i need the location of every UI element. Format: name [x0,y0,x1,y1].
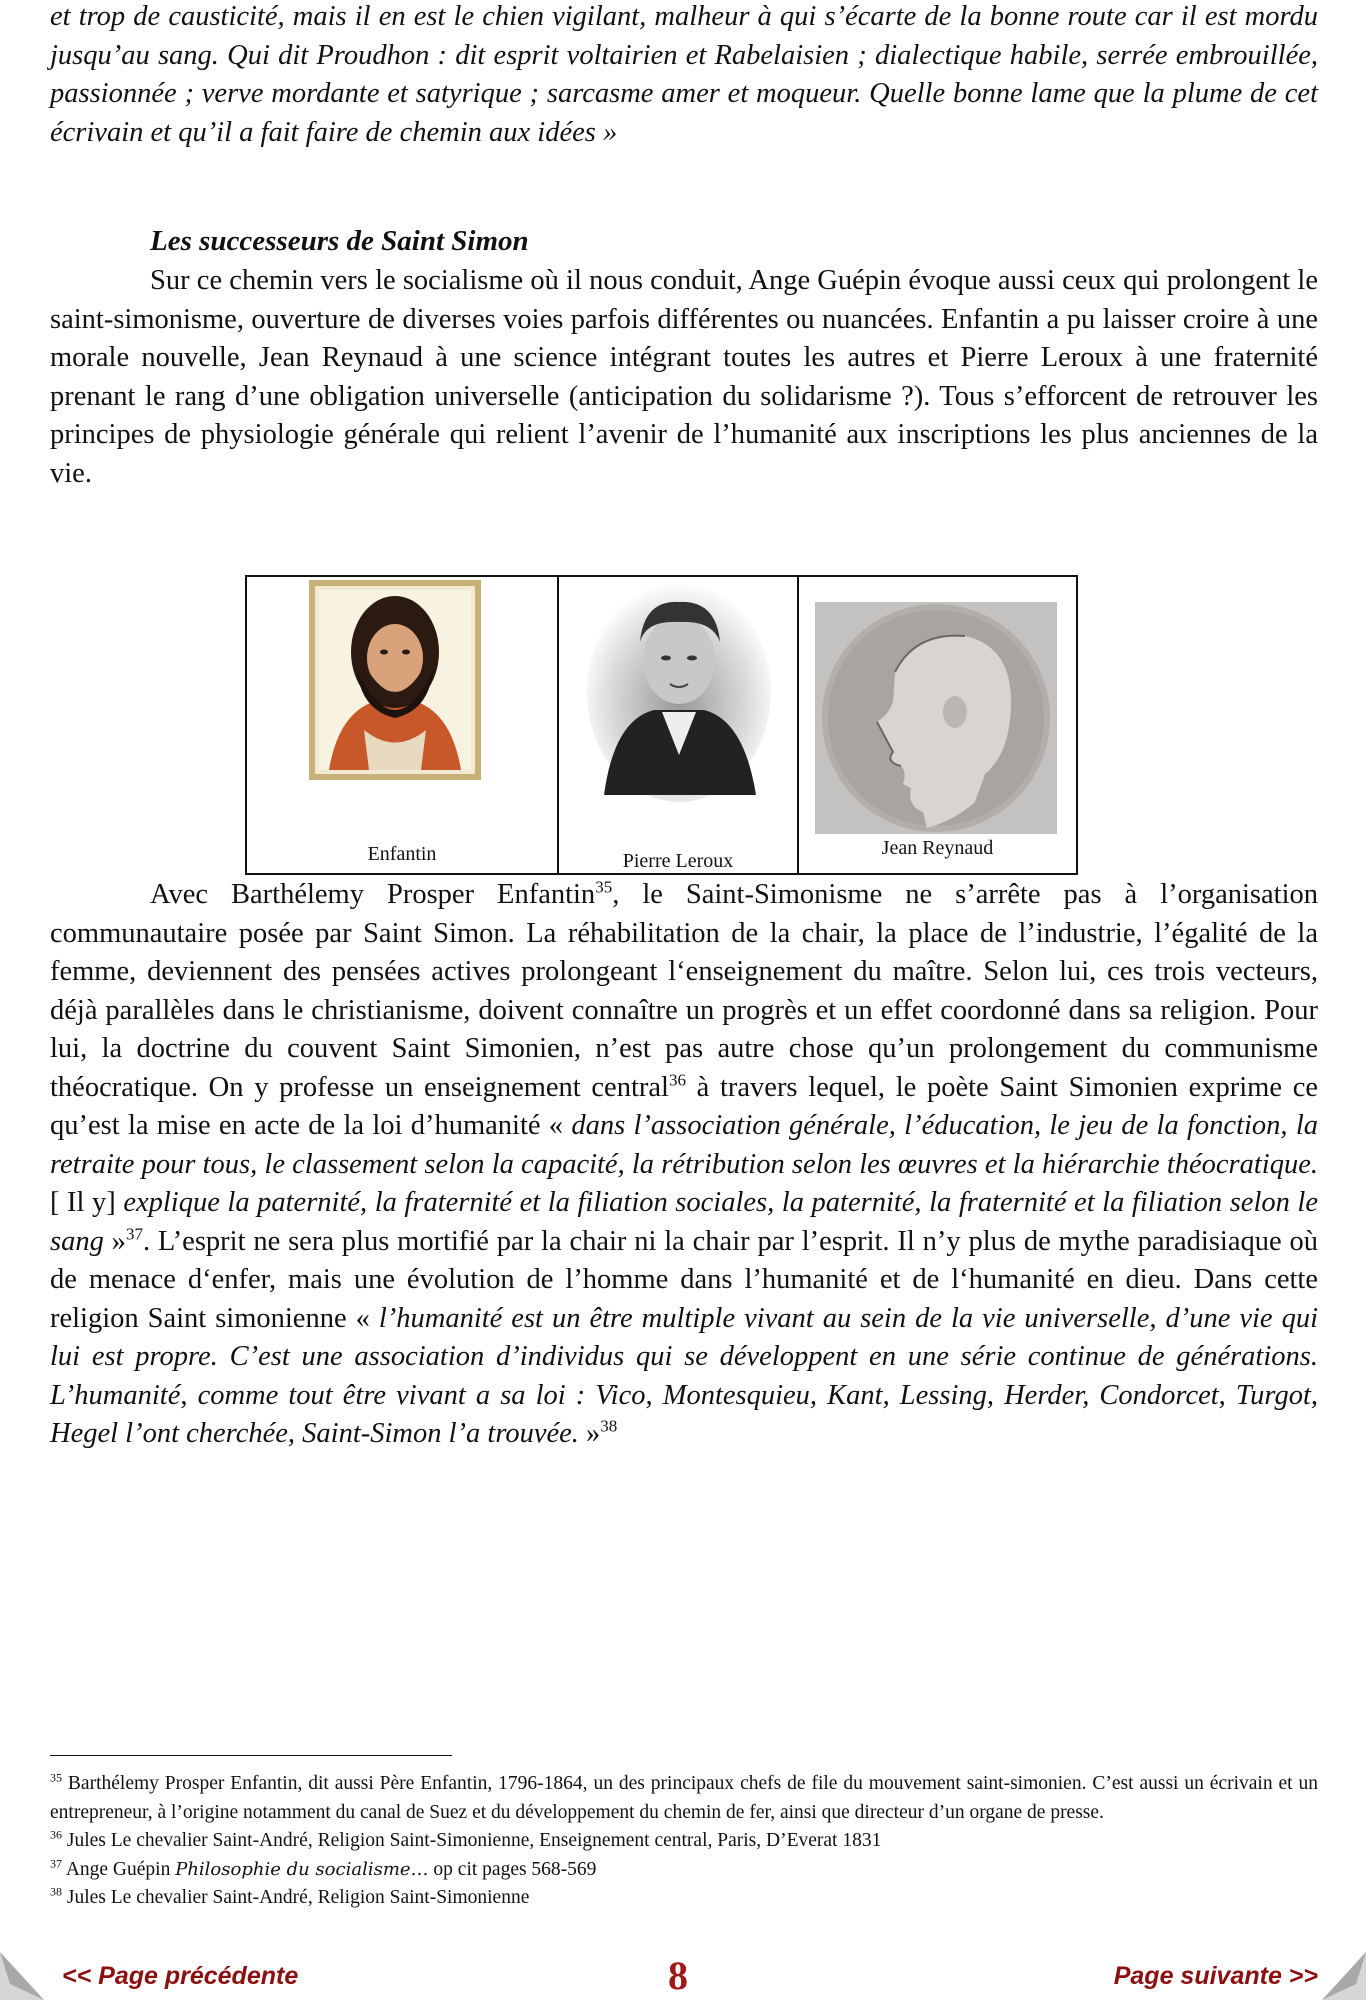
reynaud-portrait [815,602,1057,834]
body-text: » [578,1418,601,1449]
footnote-number: 38 [50,1884,62,1899]
quote-text: l’humanité est un être multiple vivant au sein de la vie universelle, d’une vie qui lui est propre. C’est une association d’individus qui se développent en une série continue de générations. L’humanité, comme tout être vivant a sa loi : Vico, Montesquieu, Kant, Lessing, Herder, Condorcet, Turgot, Hegel l’ont cherchée, Saint-Simon l’a trouvée. [50,1302,1318,1449]
footnote-text: Ange Guépin [65,1858,176,1880]
section-heading: Les successeurs de Saint Simon [150,225,529,257]
portrait-caption-reynaud: Jean Reynaud [881,837,994,859]
portrait-table [245,575,1078,875]
previous-page-link[interactable]: << Page précédente [62,1962,299,1990]
footnote-text: op cit pages 568-569 [428,1858,597,1880]
footnote-38 [50,1884,1318,1913]
portrait-cell-leroux [559,577,799,873]
footnote-separator [50,1755,452,1756]
page-curl-right-icon [1320,1948,1366,2000]
portrait-caption-enfantin: Enfantin [367,843,437,865]
section-paragraph: Sur ce chemin vers le socialisme où il nous conduit, Ange Guépin évoque aussi ceux qui prolongent le saint-simonisme, ouverture de diverses voies parfois différentes ou nuancées. Enfantin a pu laisser croire à une morale nouvelle, Jean Reynaud à une science intégrant toutes les autres et Pierre Leroux à une fraternité prenant le rang d’une obligation universelle (anticipation du solidarisme ?). Tous s’efforcent de retrouver les principes de physiologie générale qui relient l’avenir de l’humanité aux inscriptions les plus anciennes de la vie. [50,265,1318,489]
body-text: [ Il y] [50,1187,124,1218]
page-navigation [0,1948,1366,2000]
body-text: à travers lequel, le poète Saint Simonien exprime ce qu’est la mise en acte de la loi d’humanité « [50,1071,1318,1141]
next-page-link[interactable]: Page suivante >> [1113,1962,1318,1990]
body-text: » [103,1225,126,1257]
body-paragraph [50,876,1318,1454]
footnote-37 [50,1856,1318,1885]
footnotes [50,1770,1318,1913]
footnote-text: Jules Le chevalier Saint-André, Religion Saint-Simonienne [66,1887,530,1908]
quote-text: dans l’association générale, l’éducation, le jeu de la fonction, la retraite pour tous, le classement selon la capacité, la rétribution selon les œuvres et la hiérarchie théocratique. [50,1110,1318,1180]
footnote-36 [50,1827,1318,1856]
body-text: . L’esprit ne sera plus mortifié par la chair ni la chair par l’esprit. Il n’y plus de mythe paradisiaque où de menace d‘enfer, mais une évolution de l’homme dans l’humanité et de l‘humanité en dieu. Dans cette religion Saint simonienne « [50,1225,1318,1334]
page-curl-left-icon [0,1948,46,2000]
footnote-text: Barthélemy Prosper Enfantin, dit aussi Père Enfantin, 1796-1864, un des principaux chefs de file du mouvement saint-simonien. C’est aussi un écrivain et un entrepreneur, à l’origine notamment du canal de Suez et du développement du chemin de fer, ainsi que directeur d’un organe de presse. [50,1773,1319,1823]
enfantin-portrait [309,580,481,780]
footnote-number: 36 [50,1827,62,1842]
footnote-ref-37[interactable]: 37 [125,1224,143,1243]
footnote-number: 35 [50,1770,62,1785]
portrait-cell-reynaud [799,577,1076,873]
portrait-cell-enfantin [247,577,559,873]
body-text: Avec Barthélemy Prosper Enfantin [150,879,596,910]
footnote-number: 37 [50,1856,62,1870]
quote-text: explique la paternité, la fraternité et la filiation sociales, la paternité, la fraternité et la filiation selon le sang [50,1187,1318,1257]
leroux-portrait [584,580,774,805]
page-number: 8 [668,1953,688,1998]
footnote-ref-35[interactable]: 35 [595,877,613,897]
intro-paragraph: et trop de causticité, mais il en est le chien vigilant, malheur à qui s’écarte de la bonne route car il est mordu jusqu’au sang. Qui dit Proudhon : dit esprit voltairien et Rabelaisien ; dialectique habile, serrée embrouillée, passionnée ; verve mordante et satyrique ; sarcasme amer et moqueur. Quelle bonne lame que la plume de cet écrivain et qu’il a fait faire de chemin aux idées » [50,1,1318,148]
footnote-text: Jules Le chevalier Saint-André, Religion Saint-Simonienne, Enseignement central, Paris, D’Everat 1831 [66,1830,882,1851]
footnote-ref-36[interactable]: 36 [668,1070,686,1089]
footnote-35 [50,1770,1318,1827]
body-text: , le Saint-Simonisme ne s’arrête pas à l’organisation communautaire posée par Saint Simon. La réhabilitation de la chair, la place de l’industrie, l’égalité de la femme, deviennent des pensées actives prolongeant l‘enseignement du maître. Selon lui, ces trois vecteurs, déjà parallèles dans le christianisme, doivent connaître un progrès et un effet coordonné dans sa religion. Pour lui, la doctrine du couvent Saint Simonien, n’est pas autre chose qu’un prolongement du communisme théocratique. On y professe un enseignement central [50,879,1318,1103]
footnote-ref-38[interactable]: 38 [600,1416,618,1436]
portrait-caption-leroux: Pierre Leroux [622,850,734,872]
footnote-title: Philosophie du socialisme… [175,1858,429,1880]
